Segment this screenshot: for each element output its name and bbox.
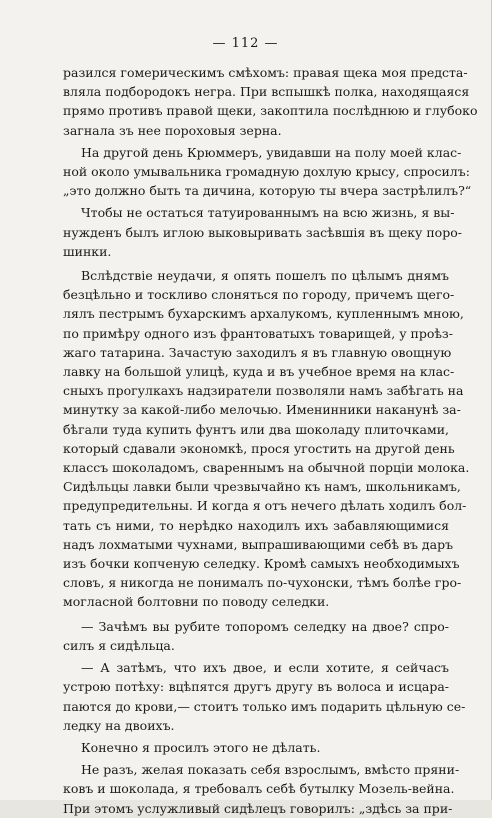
text-line: минутку за какой-либо мелочью. Именинники наканунѣ за- (63, 402, 461, 418)
text-line: могласной болтовни по поводу селедки. (63, 594, 330, 610)
text-line: шинки. (63, 243, 112, 259)
text-line: жаго татарина. Зачастую заходилъ я въ главную овощную (63, 344, 452, 360)
text-line: Не разъ, желая показать себя взрослымъ, вмѣсто пряни- (81, 762, 460, 778)
text-line: сныхъ прогулкахъ надзиратели позволяли намъ забѣгать на (63, 383, 464, 399)
text-line: предупредительны. И когда я отъ нечего дѣлать ходилъ бол- (63, 498, 467, 514)
text-line: тать съ ними, то нерѣдко находилъ ихъ забавляющимися (63, 517, 449, 533)
text-line: устрою потѣху: вцѣпятся другъ другу въ волоса и исцара- (63, 679, 449, 695)
text-line: — Зачѣмъ вы рубите топоромъ селедку на двое? спро- (81, 618, 449, 634)
page-number: — 112 — (212, 36, 279, 51)
paragraph (63, 658, 466, 735)
text-line: прямо противъ правой щеки, закоптила послѣднюю и глубоко (63, 103, 478, 119)
text-line: Сидѣльцы лавки были чрезвычайно къ намъ, школьникамъ, (63, 479, 461, 495)
text-line: Вслѣдствіе неудачи, я опять пошелъ по цѣлымъ днямъ (81, 268, 449, 284)
paragraph (63, 63, 478, 140)
text-line: по примѣру одного изъ франтоватыхъ товарищей, у проѣз- (63, 325, 453, 341)
text-line: нужденъ былъ иглою выковыривать засѣвшія въ щеку поро- (63, 224, 462, 240)
text-line: вляла подбородокъ негра. При вспышкѣ полка, находящаяся (63, 84, 470, 100)
paragraph (63, 738, 449, 757)
text-line: Конечно я просилъ этого не дѣлать. (81, 739, 321, 755)
page-text (63, 63, 478, 818)
text-line: паются до крови,— стоитъ только имъ подарить цѣльную се- (63, 698, 466, 714)
paragraph (63, 143, 472, 201)
text-line: разился гомерическимъ смѣхомъ: правая щека моя предста- (63, 65, 468, 80)
text-line: ной около умывальника громадную дохлую крысу, спросилъ: (63, 164, 470, 180)
text-line: „это должно быть та дичина, которую ты вчера застрѣлилъ?“ (63, 183, 472, 199)
text-line: изъ бочки копченую селедку. Кромѣ самыхъ необходимыхъ (63, 556, 460, 572)
text-line: безцѣльно и тоскливо слоняться по городу, причемъ щего- (63, 287, 455, 303)
text-line: лавку на большой улицѣ, куда и въ учебное время на клас- (63, 364, 455, 380)
text-line: При этомъ услужливый сидѣлецъ говорилъ: „здѣсь за при- (63, 800, 453, 816)
paragraph (63, 760, 460, 818)
text-line: силъ я сидѣльца. (63, 637, 175, 653)
paragraph (63, 203, 462, 261)
text-line: На другой день Крюммеръ, увидавши на полу моей клас- (81, 144, 462, 160)
text-line: надъ лохматыми чухнами, выпрашивающими себѣ въ даръ (63, 536, 454, 552)
text-line: Чтобы не остаться татуированнымъ на всю жизнь, я вы- (81, 205, 455, 221)
text-line: словъ, я никогда не понималъ по-чухонски, тѣмъ болѣе гро- (63, 575, 462, 591)
paragraph (63, 266, 470, 612)
text-line: который сдавали экономкѣ, прося угостить на другой день (63, 440, 455, 456)
text-line: ковъ и шоколада, я требовалъ себѣ бутылку Мозель-вейна. (63, 781, 455, 797)
text-line: бѣгали туда купить фунтъ или два шоколаду плиточками, (63, 421, 449, 437)
text-line: ледку на двоихъ. (63, 717, 175, 733)
text-line: загнала зъ нее пороховыя зерна. (63, 122, 282, 138)
text-line: — А затѣмъ, что ихъ двое, и если хотите, я сейчасъ (81, 660, 449, 676)
text-line: лялъ пестрымъ бухарскимъ архалукомъ, купленнымъ мною, (63, 306, 464, 322)
text-line: классъ шоколадомъ, свареннымъ на обычной порціи молока. (63, 460, 470, 476)
paragraph (63, 617, 449, 655)
